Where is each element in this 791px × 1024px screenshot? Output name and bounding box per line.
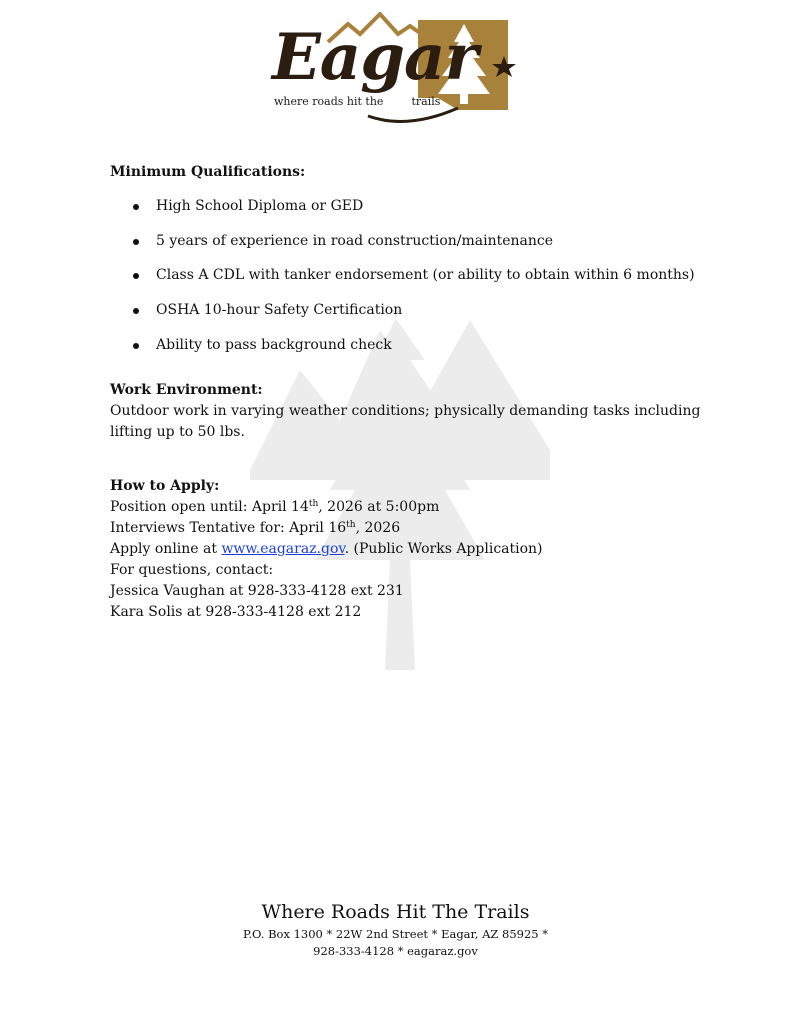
footer-contact: 928-333-4128 * eagaraz.gov: [313, 944, 478, 958]
apply-online-line: [110, 539, 710, 560]
open-suffix: , 2026 at 5:00pm: [318, 498, 440, 515]
website-link[interactable]: www.eagaraz.gov: [221, 540, 345, 557]
footer-address: P.O. Box 1300 * 22W 2nd Street * Eagar, AZ 85925 *: [242, 927, 549, 941]
apply-online-prefix: Apply online at: [110, 540, 222, 557]
contact-kara: Kara Solis at 928-333-4128 ext 212: [110, 603, 362, 620]
list-item: Class A CDL with tanker endorsement (or ability to obtain within 6 months): [110, 265, 710, 286]
open-sup: th: [308, 498, 319, 509]
logo-tagline-part1: where roads hit the: [274, 95, 384, 108]
logo-wordmark: Eagar: [272, 20, 478, 95]
list-item: Ability to pass background check: [110, 335, 710, 356]
interview-line: [110, 518, 710, 539]
eagar-logo: [268, 12, 520, 128]
contact-jessica: Jessica Vaughan at 928-333-4128 ext 231: [110, 582, 404, 599]
work-environment-section: [110, 380, 710, 443]
how-to-apply-section: [110, 476, 710, 623]
logo-tagline: [274, 95, 440, 108]
logo-tagline-part2: trails: [411, 95, 441, 108]
qualifications-list: [110, 196, 710, 356]
interview-suffix: , 2026: [355, 519, 401, 536]
job-content: [110, 162, 710, 623]
questions-line: For questions, contact:: [110, 561, 274, 578]
interview-sup: th: [346, 519, 356, 530]
list-item: 5 years of experience in road construction/maintenance: [110, 231, 710, 252]
position-open-line: [110, 497, 710, 518]
footer: [0, 898, 791, 960]
qualifications-title: Minimum Qualifications:: [110, 164, 306, 180]
how-to-apply-title: How to Apply:: [110, 477, 220, 494]
apply-online-suffix: . (Public Works Application): [344, 540, 543, 557]
open-prefix: Position open until: April 14: [110, 498, 309, 515]
list-item: OSHA 10-hour Safety Certification: [110, 300, 710, 321]
footer-tagline: Where Roads Hit The Trails: [261, 901, 530, 923]
list-item: High School Diploma or GED: [110, 196, 710, 217]
work-environment-title: Work Environment:: [110, 381, 263, 398]
work-environment-text: Outdoor work in varying weather conditions; physically demanding tasks including lifting up to 50 lbs.: [110, 402, 701, 440]
interview-prefix: Interviews Tentative for: April 16: [110, 519, 347, 536]
